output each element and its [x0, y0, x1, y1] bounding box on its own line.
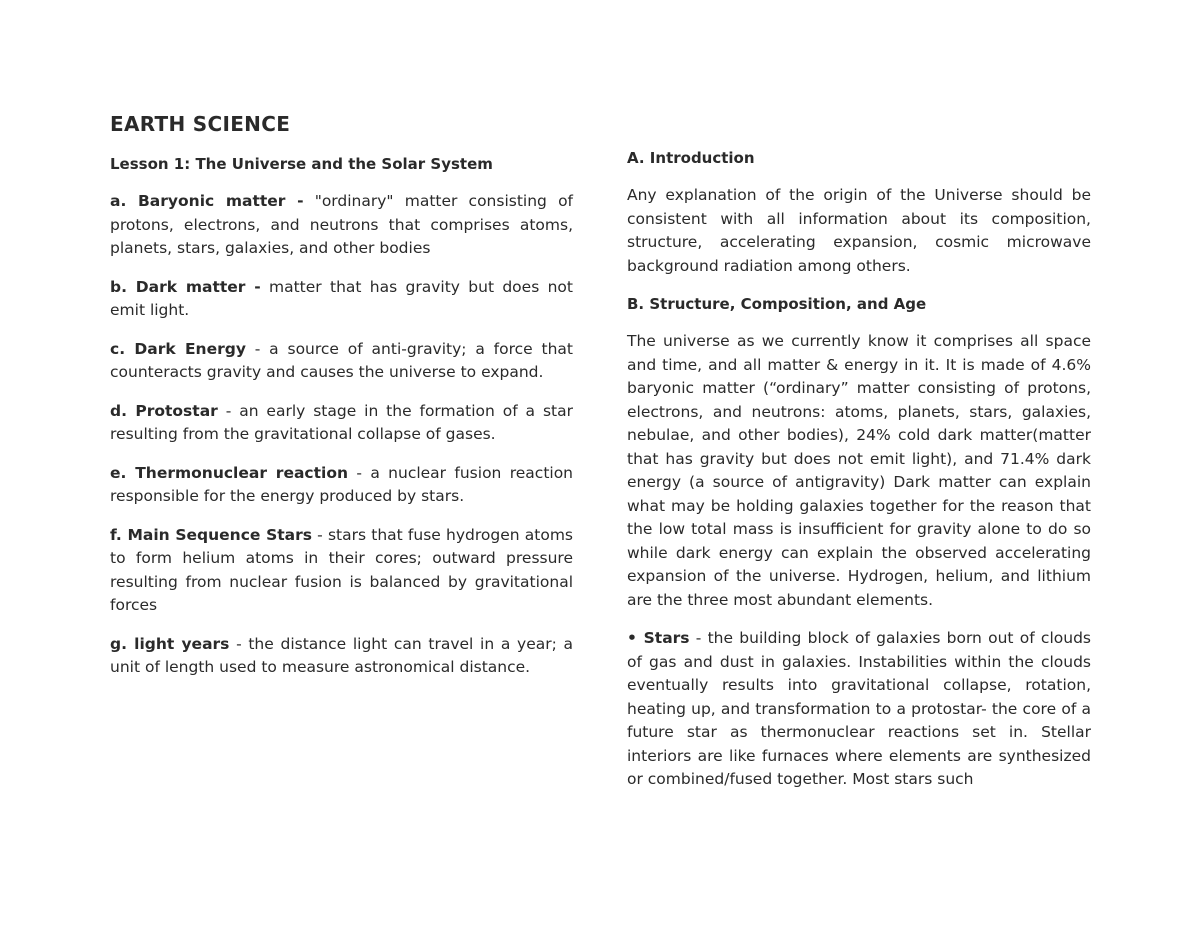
term-label: e. Thermonuclear reaction: [110, 463, 349, 482]
term-definition: - the distance light can travel in a year; a unit of length used to measure astronomical distance.: [110, 634, 573, 676]
term-dark-matter: [110, 276, 573, 323]
term-label: d. Protostar: [110, 401, 218, 420]
term-main-sequence-stars: [110, 524, 573, 618]
term-thermonuclear-reaction: [110, 462, 573, 509]
term-label: c. Dark Energy: [110, 339, 246, 358]
term-definition: "ordinary" matter consisting of protons, electrons, and neutrons that comprises atoms, planets, stars, galaxies, and other bodies: [110, 192, 574, 257]
introduction-paragraph: Any explanation of the origin of the Universe should be consistent with all information about its composition, structure, accelerating expansion, cosmic microwave background radiation among others.: [627, 186, 1091, 275]
lesson-title: Lesson 1: The Universe and the Solar System: [110, 155, 493, 173]
stars-term: • Stars: [627, 629, 690, 647]
left-column: [110, 111, 573, 695]
term-label: a. Baryonic matter -: [110, 192, 304, 210]
introduction-heading: A. Introduction: [627, 149, 755, 167]
stars-definition: - the building block of galaxies born out of clouds of gas and dust in galaxies. Instabilities within the clouds eventually results into gravitational collapse, rotation, heating up, and transformation to a protostar- the core of a future star as thermonuclear reactions set in. Stellar interiors are like furnaces where elements are synthesized or combined/fused together. Most stars such: [627, 629, 1091, 788]
structure-paragraph: The universe as we currently know it comprises all space and time, and all matter & energy in it. It is made of 4.6% baryonic matter (“ordinary” matter consisting of protons, electrons, and neutrons: atoms, planets, stars, galaxies, nebulae, and other bodies), 24% cold dark matter(matter that has gravity but does not emit light), and 71.4% dark energy (a source of antigravity) Dark matter can explain what may be holding galaxies together for the reason that the low total mass is insufficient for gravity alone to do so while dark energy can explain the observed accelerating expansion of the universe. Hydrogen, helium, and lithium are the three most abundant elements.: [627, 332, 1091, 609]
structure-heading: B. Structure, Composition, and Age: [627, 295, 927, 313]
term-definition: - stars that fuse hydrogen atoms to form helium atoms in their cores; outward pressure resulting from nuclear fusion is balanced by gravitational forces: [110, 525, 573, 614]
term-protostar: [110, 400, 573, 447]
right-column: [627, 147, 1091, 807]
term-definition: - a nuclear fusion reaction responsible for the energy produced by stars.: [110, 463, 574, 505]
stars-paragraph: [627, 627, 1091, 792]
term-definition: matter that has gravity but does not emit light.: [110, 277, 573, 319]
term-label: g. light years: [110, 634, 230, 653]
term-baryonic-matter: [110, 190, 573, 261]
term-definition: - a source of anti-gravity; a force that counteracts gravity and causes the universe to expand.: [110, 339, 573, 381]
document-title: EARTH SCIENCE: [110, 112, 291, 136]
term-dark-energy: [110, 338, 573, 385]
term-label: b. Dark matter -: [110, 277, 261, 296]
term-light-years: [110, 633, 573, 680]
term-label: f. Main Sequence Stars: [110, 525, 312, 544]
term-definition: - an early stage in the formation of a star resulting from the gravitational collapse of gases.: [110, 401, 573, 443]
